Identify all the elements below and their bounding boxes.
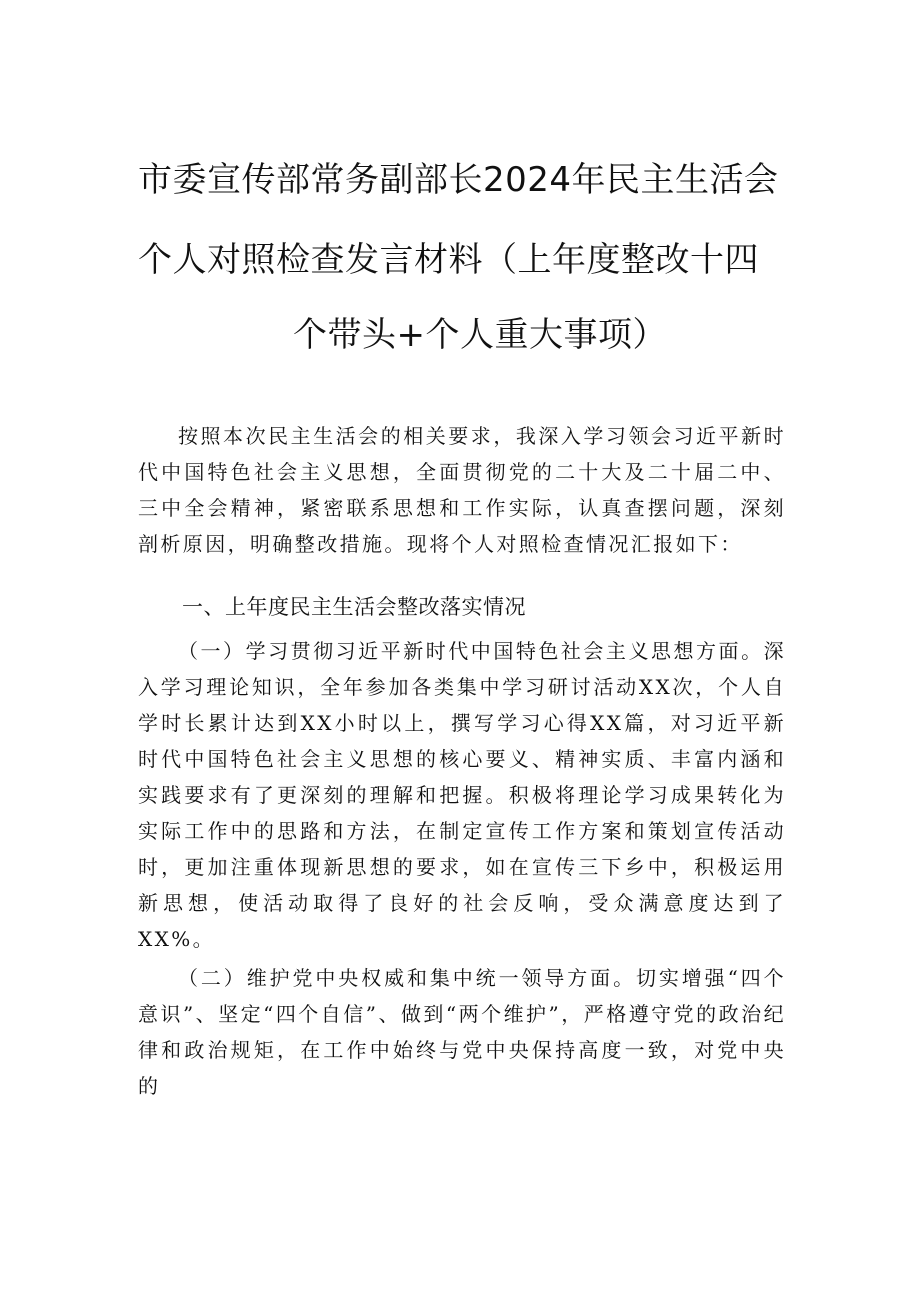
subsection-1-paragraph: （一）学习贯彻习近平新时代中国特色社会主义思想方面。深入学习理论知识，全年参加各类集中学习研讨活动XX次，个人自学时长累计达到XX小时以上，撰写学习心得XX篇，对习近平新时代中国特色社会主义思想的核心要义、精神实质、丰富内涵和实践要求有了更深刻的理解和把握。积极将理论学习成果转化为实际工作中的思路和方法，在制定宣传工作方案和策划宣传活动时，更加注重体现新思想的要求，如在宣传三下乡中，积极运用新思想，使活动取得了良好的社会反响，受众满意度达到了XX%。 <box>138 639 786 951</box>
document-title-line-3: 个带头+个人重大事项） <box>293 315 667 355</box>
document-title-line-2: 个人对照检查发言材料（上年度整改十四 <box>138 240 759 280</box>
intro-paragraph: 按照本次民主生活会的相关要求，我深入学习领会习近平新时代中国特色社会主义思想，全面贯彻党的二十大及二十届二中、三中全会精神，紧密联系思想和工作实际，认真查摆问题，深刻剖析原因，明确整改措施。现将个人对照检查情况汇报如下： <box>138 424 786 556</box>
document-title-line-1: 市委宣传部常务副部长2024年民主生活会 <box>138 160 779 200</box>
subsection-2-paragraph: （二）维护党中央权威和集中统一领导方面。切实增强“四个意识”、坚定“四个自信”、做到“两个维护”，严格遵守党的政治纪律和政治规矩，在工作中始终与党中央保持高度一致，对党中央的 <box>138 966 786 1098</box>
section-1-heading: 一、上年度民主生活会整改落实情况 <box>182 595 526 619</box>
